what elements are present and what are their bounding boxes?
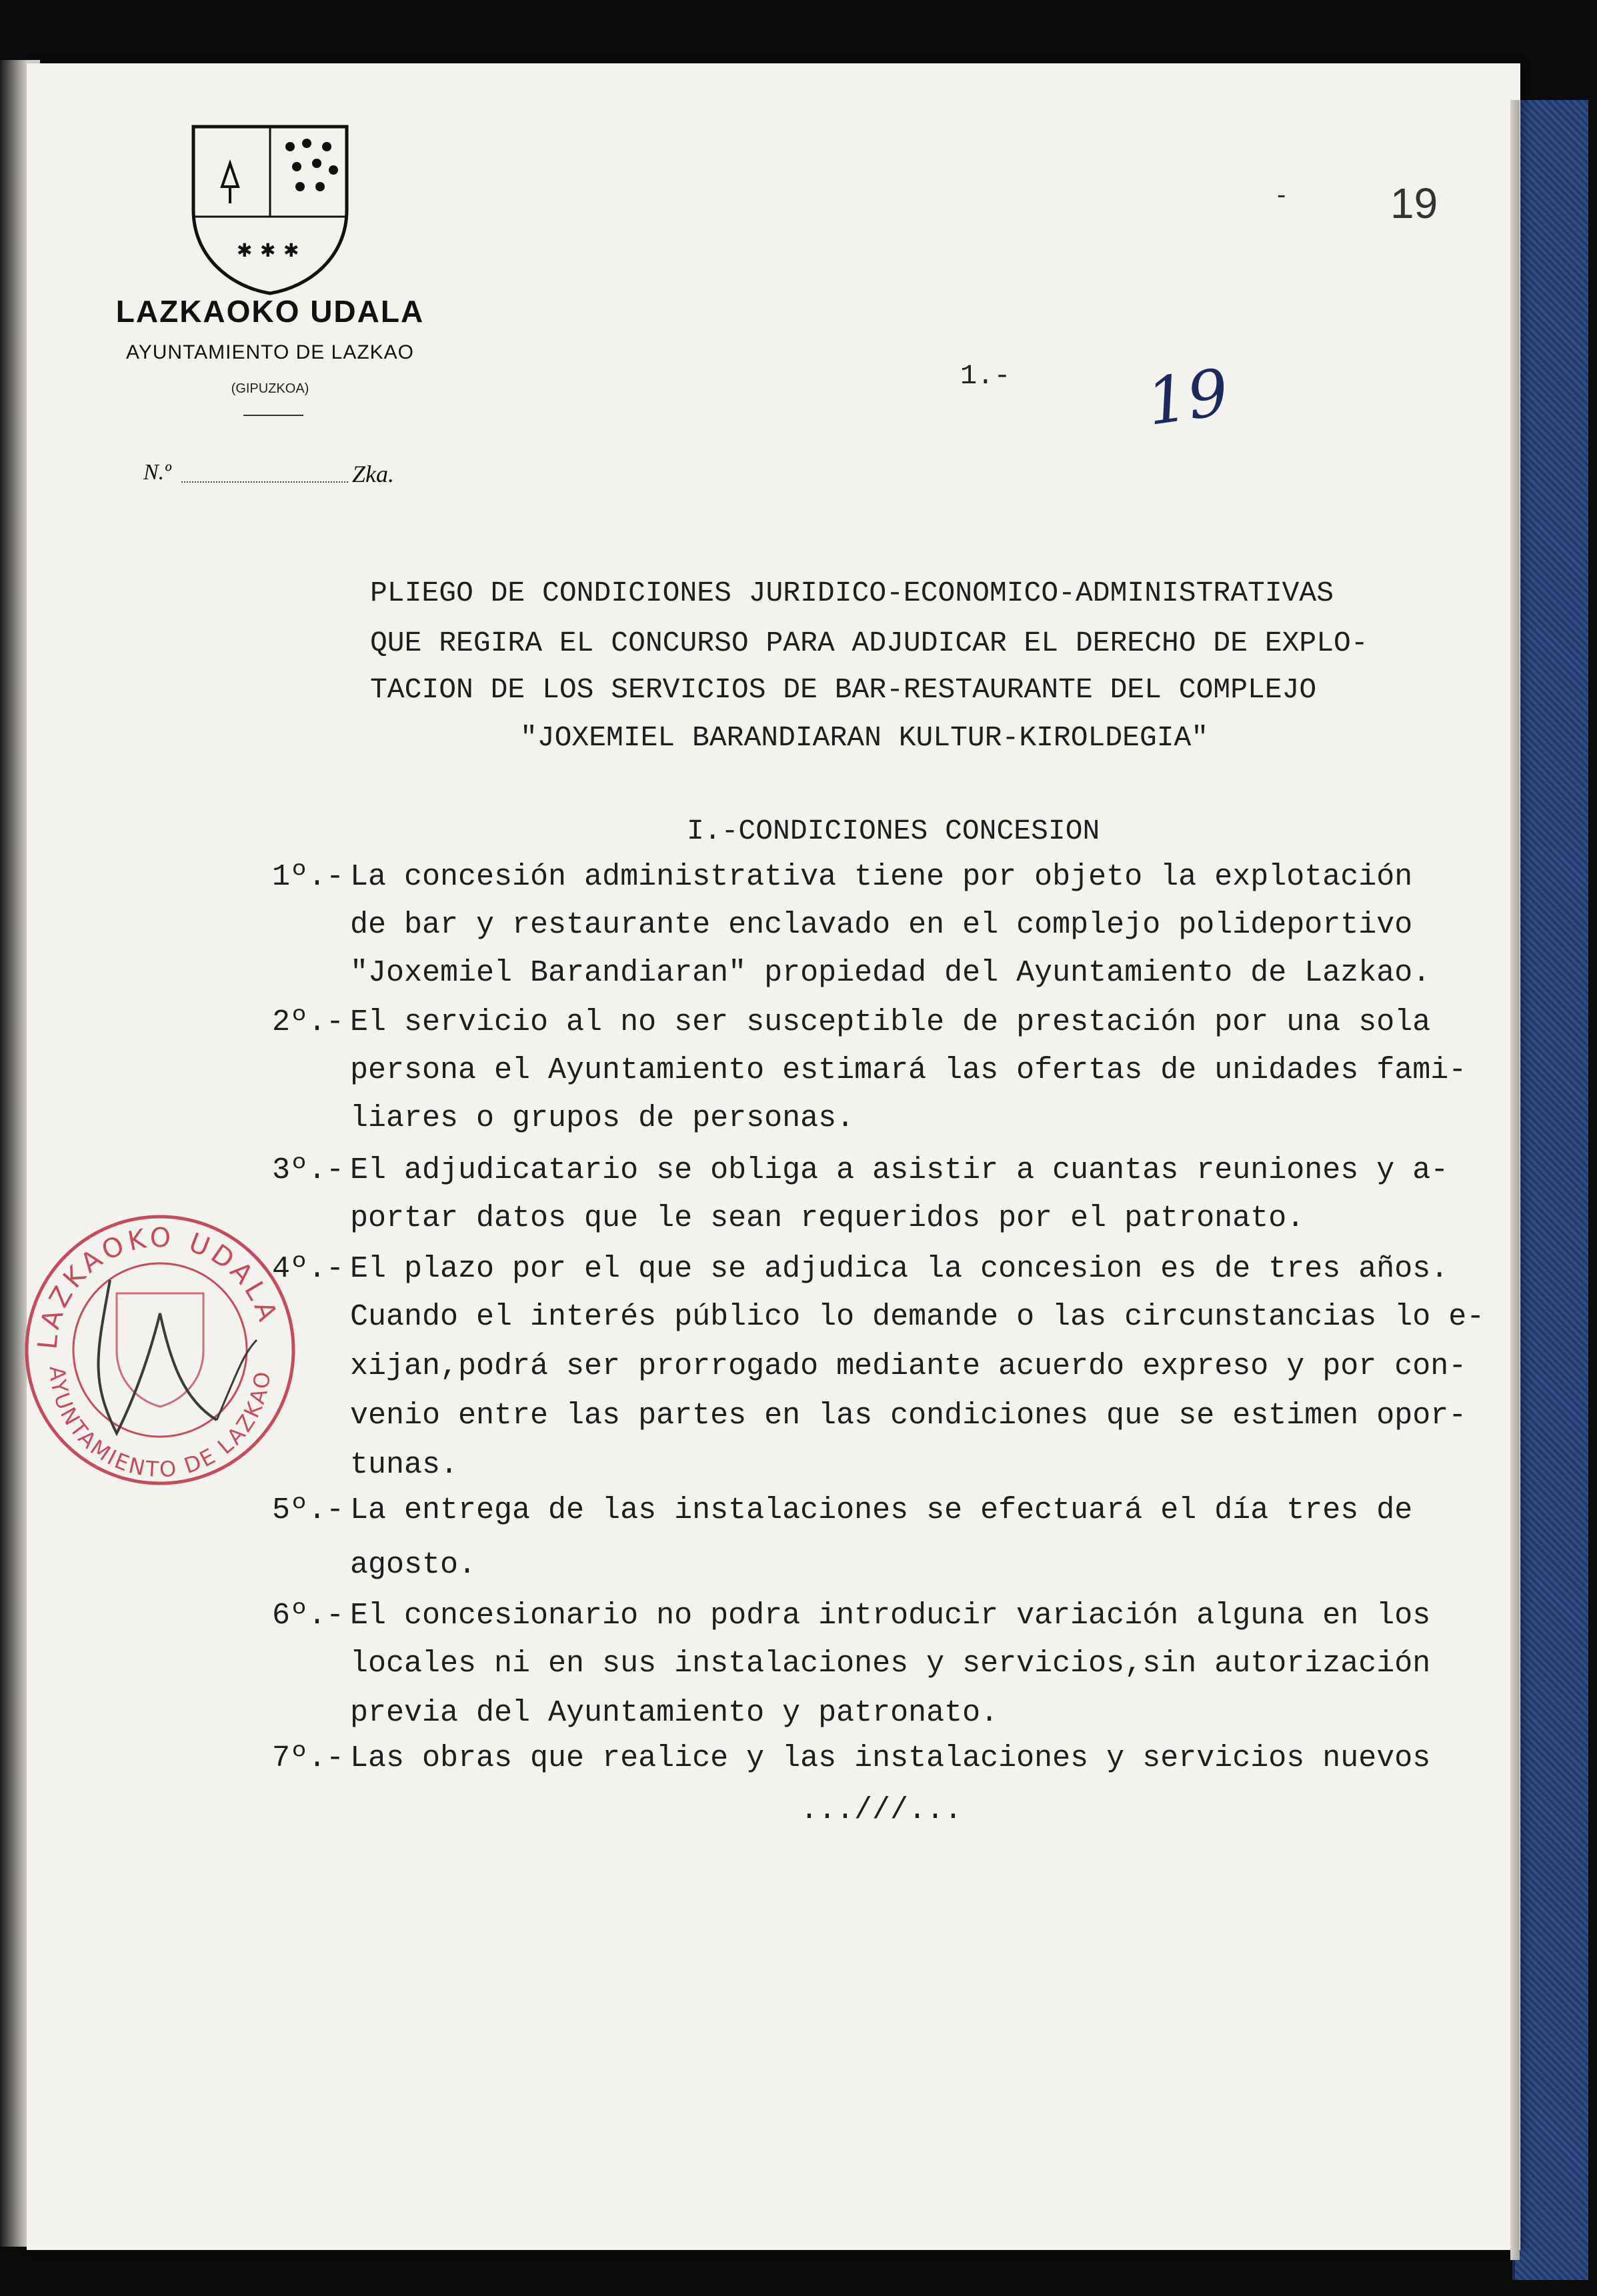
clause-line: El concesionario no podra introducir variación alguna en los <box>350 1599 1431 1633</box>
stamp-top-text: LAZKAOKO UDALA <box>32 1222 284 1351</box>
svg-text:✱: ✱ <box>260 239 276 261</box>
reference-dotted-line <box>181 481 348 483</box>
svg-text:LAZKAOKO UDALA <box>32 1223 283 1351</box>
reference-label: N.º <box>143 460 171 485</box>
clause-number: 7º.- <box>272 1741 345 1775</box>
page-edge <box>1510 100 1520 2260</box>
letterhead-rule <box>243 415 303 416</box>
clause-line: "Joxemiel Barandiaran" propiedad del Ayuntamiento de Lazkao. <box>350 956 1431 990</box>
clause-number: 4º.- <box>272 1252 345 1286</box>
clause-number: 2º.- <box>272 1005 345 1039</box>
title-line: "JOXEMIEL BARANDIARAN KULTUR-KIROLDEGIA" <box>520 721 1209 754</box>
handwritten-folio: 19 <box>1142 355 1234 440</box>
clause-line: El servicio al no ser susceptible de prestación por una sola <box>350 1005 1431 1039</box>
clause-line: venio entre las partes en las condiciones que se estimen opor- <box>350 1399 1467 1433</box>
clause-line: agosto. <box>350 1548 477 1582</box>
municipality-subtitle: AYUNTAMIENTO DE LAZKAO <box>125 341 415 363</box>
municipality-name: LAZKAOKO UDALA <box>115 294 425 329</box>
clause-line: xijan,podrá ser prorrogado mediante acuerdo expreso y por con- <box>350 1349 1467 1383</box>
clause-number: 5º.- <box>272 1493 345 1527</box>
clause-line: tunas. <box>350 1448 459 1482</box>
clause-line: de bar y restaurante enclavado en el complejo polideportivo <box>350 908 1413 942</box>
title-line: QUE REGIRA EL CONCURSO PARA ADJUDICAR EL DERECHO DE EXPLO- <box>370 627 1368 659</box>
stamp-bottom-text: AYUNTAMIENTO DE LAZKAO <box>44 1365 276 1483</box>
clause-number: 3º.- <box>272 1153 345 1187</box>
svg-text:✱: ✱ <box>283 239 299 261</box>
clause-line: La entrega de las instalaciones se efectuará el día tres de <box>350 1493 1413 1527</box>
clause-line: La concesión administrativa tiene por objeto la explotación <box>350 860 1413 894</box>
clause-line: El adjudicatario se obliga a asistir a cuantas reuniones y a- <box>350 1153 1449 1187</box>
svg-text:✱: ✱ <box>237 239 253 261</box>
page-number: 1.- <box>960 360 1011 392</box>
clause-line: previa del Ayuntamiento y patronato. <box>350 1696 999 1730</box>
title-line: PLIEGO DE CONDICIONES JURIDICO-ECONOMICO-ADMINISTRATIVAS <box>370 577 1334 609</box>
clause-number: 1º.- <box>272 860 345 894</box>
folio-dash: - <box>1277 180 1286 209</box>
municipal-seal-stamp <box>17 1207 303 1493</box>
section-heading: I.-CONDICIONES CONCESION <box>687 815 1100 847</box>
clause-line: portar datos que le sean requeridos por el patronato. <box>350 1201 1305 1235</box>
clause-line: persona el Ayuntamiento estimará las ofertas de unidades fami- <box>350 1053 1467 1087</box>
book-binding <box>1512 100 1588 2280</box>
clause-line: liares o grupos de personas. <box>350 1101 855 1135</box>
municipality-province: (GIPUZKOA) <box>231 381 309 396</box>
continuation-mark: ...///... <box>800 1793 963 1827</box>
municipal-crest-icon <box>190 123 350 297</box>
clause-line: locales ni en sus instalaciones y servicios,sin autorización <box>350 1647 1431 1681</box>
title-line: TACION DE LOS SERVICIOS DE BAR-RESTAURANTE DEL COMPLEJO <box>370 673 1317 706</box>
clause-line: Cuando el interés público lo demande o las circunstancias lo e- <box>350 1300 1485 1334</box>
clause-line: El plazo por el que se adjudica la concesion es de tres años. <box>350 1252 1449 1286</box>
clause-line: Las obras que realice y las instalaciones y servicios nuevos <box>350 1741 1431 1775</box>
reference-suffix: Zka. <box>352 461 394 487</box>
clause-number: 6º.- <box>272 1599 345 1633</box>
folio-number: 19 <box>1390 179 1438 227</box>
